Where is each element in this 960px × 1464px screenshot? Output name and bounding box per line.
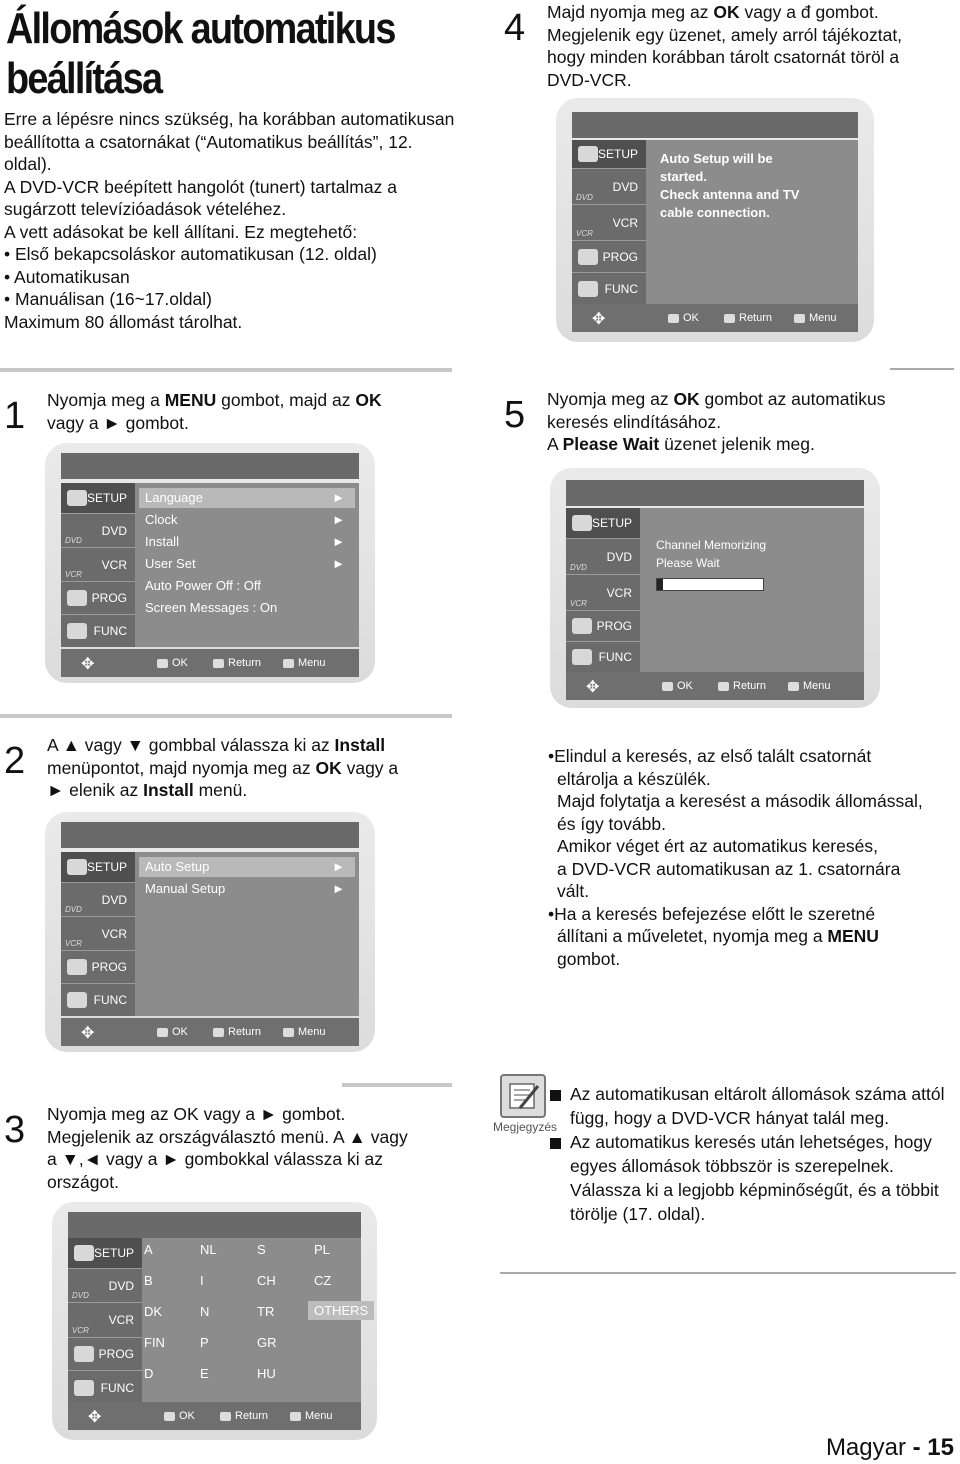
menu-item-user-set[interactable] bbox=[139, 554, 355, 574]
return-key-icon bbox=[213, 1028, 224, 1037]
bullet-line: gombot. bbox=[557, 948, 621, 969]
hint-text: OK bbox=[683, 312, 699, 324]
tape-icon: VCR bbox=[65, 939, 82, 948]
screen-bottom-bar bbox=[572, 304, 858, 332]
ok-key-icon bbox=[157, 659, 168, 668]
arrow-right-icon: ► bbox=[332, 490, 345, 505]
side-item-vcr bbox=[61, 548, 135, 582]
disc-icon: DVD bbox=[65, 905, 82, 914]
country-hu[interactable]: HU bbox=[257, 1366, 276, 1381]
disc-icon: DVD bbox=[72, 1291, 89, 1300]
menu-hint bbox=[788, 680, 831, 692]
clock-icon bbox=[67, 590, 87, 606]
menu-label: Install bbox=[145, 534, 179, 549]
return-hint bbox=[724, 312, 772, 324]
side-item-func bbox=[61, 615, 135, 647]
bullet-line bbox=[548, 925, 953, 948]
side-label: VCR bbox=[108, 1313, 134, 1327]
menu-item-auto-power-off[interactable] bbox=[139, 576, 355, 596]
return-key-icon bbox=[724, 314, 735, 323]
tape-icon: VCR bbox=[72, 1326, 89, 1335]
intro-line: Maximum 80 állomást tárolhat. bbox=[4, 311, 243, 332]
country-tr[interactable]: TR bbox=[257, 1304, 275, 1319]
country-a[interactable]: A bbox=[144, 1242, 153, 1257]
square-bullet-icon bbox=[550, 1090, 561, 1101]
intro-line: • Automatikusan bbox=[4, 266, 130, 287]
side-item-dvd bbox=[566, 539, 640, 575]
side-label: DVD bbox=[612, 179, 638, 194]
side-item-setup bbox=[61, 852, 135, 883]
message-box bbox=[656, 536, 860, 672]
arrow-right-icon: ► bbox=[332, 556, 345, 571]
side-label: VCR bbox=[101, 557, 127, 572]
footer-separator: - bbox=[905, 1434, 928, 1461]
gear-icon bbox=[74, 1245, 94, 1261]
bold-text: Install bbox=[143, 780, 194, 800]
pencil-icon bbox=[502, 1076, 544, 1116]
hint-text: Menu bbox=[809, 312, 837, 324]
menu-item-manual-setup[interactable] bbox=[139, 879, 355, 899]
bullet-line: a DVD-VCR automatikusan az 1. csatornára bbox=[557, 858, 901, 879]
side-item-setup bbox=[68, 1238, 142, 1269]
text: vagy a đ gombot. bbox=[739, 2, 879, 22]
step-line: keresés elindításához. bbox=[547, 411, 722, 432]
screen-title-bar bbox=[572, 112, 858, 138]
step-line: vagy a ► gombot. bbox=[47, 412, 189, 433]
side-menu bbox=[61, 483, 135, 647]
country-others[interactable]: OTHERS bbox=[308, 1301, 374, 1320]
step-number: 4 bbox=[504, 7, 526, 49]
message-line: Check antenna and TV bbox=[660, 187, 800, 202]
side-label: PROG bbox=[602, 249, 638, 264]
menu-label: Clock bbox=[145, 512, 178, 527]
side-item-dvd bbox=[572, 169, 646, 205]
screen-title-bar bbox=[61, 822, 359, 848]
side-menu bbox=[572, 140, 646, 304]
side-menu bbox=[68, 1238, 142, 1404]
menu-label: Auto Power Off : Off bbox=[145, 578, 261, 593]
country-pl[interactable]: PL bbox=[314, 1242, 330, 1257]
step-5-text bbox=[547, 388, 957, 456]
step-line bbox=[547, 433, 957, 456]
step-line bbox=[47, 757, 447, 780]
side-label: DVD bbox=[606, 549, 632, 564]
menu-key-icon bbox=[290, 1412, 301, 1421]
func-icon bbox=[578, 281, 598, 297]
note-item bbox=[548, 1082, 958, 1130]
gear-icon bbox=[578, 146, 598, 162]
message-line: cable connection. bbox=[660, 205, 770, 220]
menu-hint bbox=[290, 1410, 333, 1422]
side-item-setup bbox=[572, 140, 646, 169]
hint-text: OK bbox=[677, 680, 693, 692]
clock-icon bbox=[67, 959, 87, 975]
bold-text: OK bbox=[713, 2, 740, 22]
menu-hint bbox=[283, 1026, 326, 1038]
side-label: SETUP bbox=[591, 516, 632, 530]
hint-text: Return bbox=[739, 312, 773, 324]
ok-key-icon bbox=[668, 314, 679, 323]
intro bbox=[4, 108, 464, 333]
hint-text: Menu bbox=[803, 680, 831, 692]
text: menüpontot, majd nyomja meg az bbox=[47, 757, 316, 778]
ok-key-icon bbox=[157, 1028, 168, 1037]
menu-item-auto-setup[interactable] bbox=[139, 857, 355, 877]
intro-line: • Manuálisan (16~17.oldal) bbox=[4, 289, 212, 309]
clock-icon bbox=[74, 1346, 94, 1362]
side-label: SETUP bbox=[93, 1246, 134, 1260]
side-label: SETUP bbox=[86, 860, 127, 874]
navigation-icon: ✥ bbox=[586, 679, 600, 696]
return-key-icon bbox=[718, 682, 729, 691]
country-b[interactable]: B bbox=[144, 1273, 153, 1288]
side-item-vcr bbox=[566, 575, 640, 611]
hint-text: OK bbox=[179, 1410, 195, 1422]
step-line bbox=[547, 388, 957, 411]
step-3-text bbox=[47, 1103, 447, 1193]
side-label: FUNC bbox=[93, 624, 127, 638]
intro-line: Erre a lépésre nincs szükség, ha korábban automatikusan beállította a csatornákat (“Automatikus beállítás”, 12. oldal). bbox=[4, 109, 455, 174]
side-label: DVD bbox=[101, 523, 127, 538]
menu-hint bbox=[283, 657, 326, 669]
menu-label: User Set bbox=[145, 556, 196, 571]
side-item-prog bbox=[566, 611, 640, 642]
text: A bbox=[547, 434, 563, 454]
step-line bbox=[47, 389, 447, 412]
gear-icon bbox=[67, 859, 87, 875]
bullet-line: és így tovább. bbox=[557, 813, 666, 834]
step-number: 5 bbox=[504, 394, 526, 436]
step-line bbox=[547, 1, 957, 24]
side-item-prog bbox=[68, 1338, 142, 1371]
menu-hint bbox=[794, 312, 837, 324]
message-line: Please Wait bbox=[656, 556, 720, 570]
note-item bbox=[548, 1130, 958, 1226]
gear-icon bbox=[67, 490, 87, 506]
side-item-setup bbox=[566, 508, 640, 539]
country-n[interactable]: N bbox=[200, 1304, 210, 1319]
screen-title-bar bbox=[566, 480, 864, 506]
bold-text: Please Wait bbox=[562, 434, 660, 454]
side-label: FUNC bbox=[598, 650, 632, 664]
hint-text: Menu bbox=[305, 1410, 333, 1422]
menu-key-icon bbox=[283, 659, 294, 668]
clock-icon bbox=[578, 249, 598, 265]
bullet-line: Majd folytatja a keresést a második állomással, bbox=[557, 791, 923, 811]
screen-body bbox=[572, 140, 858, 304]
menu-item-clock[interactable] bbox=[139, 510, 355, 530]
side-menu bbox=[566, 508, 640, 672]
side-label: PROG bbox=[596, 619, 632, 633]
navigation-icon: ✥ bbox=[81, 656, 95, 673]
navigation-icon: ✥ bbox=[81, 1025, 95, 1042]
func-icon bbox=[67, 992, 87, 1008]
screen-title-bar bbox=[61, 453, 359, 479]
return-hint bbox=[213, 1026, 261, 1038]
step-line bbox=[47, 779, 447, 802]
tv-screen-auto-setup-message bbox=[556, 98, 874, 342]
menu-item-language[interactable] bbox=[139, 488, 355, 508]
side-menu bbox=[61, 852, 135, 1016]
progress-fill bbox=[657, 579, 663, 590]
disc-icon: DVD bbox=[570, 563, 587, 572]
divider bbox=[890, 368, 954, 370]
disc-icon: DVD bbox=[65, 536, 82, 545]
return-key-icon bbox=[220, 1412, 231, 1421]
tv-screen-install-menu bbox=[45, 812, 375, 1052]
gear-icon bbox=[572, 515, 592, 531]
text: gombot, majd az bbox=[216, 390, 356, 410]
side-label: VCR bbox=[612, 215, 638, 230]
screen-body bbox=[61, 852, 359, 1016]
footer-language: Magyar bbox=[825, 1434, 906, 1461]
screen-bottom-bar bbox=[566, 672, 864, 700]
navigation-icon: ✥ bbox=[592, 311, 606, 328]
side-item-prog bbox=[61, 951, 135, 984]
return-hint bbox=[220, 1410, 268, 1422]
side-label: VCR bbox=[101, 926, 127, 941]
tv-screen-country-menu bbox=[52, 1202, 377, 1440]
side-item-dvd bbox=[68, 1269, 142, 1303]
step-4-text bbox=[547, 1, 957, 91]
hint-text: OK bbox=[172, 657, 188, 669]
menu-label: Screen Messages : On bbox=[145, 600, 278, 615]
arrow-right-icon: ► bbox=[332, 534, 345, 549]
bold-text: OK bbox=[673, 389, 700, 409]
side-label: DVD bbox=[101, 892, 127, 907]
menu-item-screen-messages[interactable] bbox=[139, 598, 355, 618]
menu-label: Language bbox=[145, 490, 203, 505]
step-line: DVD-VCR. bbox=[547, 69, 632, 90]
side-label: SETUP bbox=[597, 147, 638, 161]
func-icon bbox=[74, 1380, 94, 1396]
step-2-text bbox=[47, 734, 447, 802]
hint-text: Return bbox=[228, 657, 262, 669]
return-key-icon bbox=[213, 659, 224, 668]
step-line: Nyomja meg az OK vagy a ► gombot. bbox=[47, 1104, 346, 1124]
hint-text: Menu bbox=[298, 1026, 326, 1038]
message-line: started. bbox=[660, 169, 707, 184]
hint-text: Menu bbox=[298, 657, 326, 669]
step-number: 1 bbox=[4, 395, 26, 437]
text: A ▲ vagy ▼ gombbal válassza ki az bbox=[47, 735, 335, 755]
side-item-func bbox=[61, 984, 135, 1016]
note-icon bbox=[500, 1074, 546, 1118]
side-label: FUNC bbox=[93, 993, 127, 1007]
bold-text: OK bbox=[355, 390, 382, 410]
text: gombot az automatikus bbox=[699, 389, 886, 409]
screen-title-bar bbox=[68, 1212, 361, 1238]
page-footer bbox=[826, 1434, 954, 1462]
menu-label: Manual Setup bbox=[145, 881, 226, 896]
divider bbox=[0, 368, 452, 372]
text: Nyomja meg az bbox=[547, 389, 674, 409]
screen-bottom-bar bbox=[61, 649, 359, 677]
side-item-vcr bbox=[68, 1303, 142, 1338]
side-item-setup bbox=[61, 483, 135, 514]
country-s[interactable]: S bbox=[257, 1242, 266, 1257]
disc-icon: DVD bbox=[576, 193, 593, 202]
country-i[interactable]: I bbox=[200, 1273, 204, 1288]
country-ch[interactable]: CH bbox=[257, 1273, 276, 1288]
country-grid bbox=[144, 1238, 369, 1404]
bullet-line: vált. bbox=[557, 881, 590, 901]
bullet-line: •Elindul a keresés, az első talált csatornát bbox=[548, 746, 872, 766]
tape-icon: VCR bbox=[570, 599, 587, 608]
arrow-right-icon: ► bbox=[332, 881, 345, 896]
screen-body bbox=[61, 483, 359, 647]
divider bbox=[500, 1272, 956, 1274]
text: állítani a műveletet, nyomja meg a bbox=[557, 926, 828, 946]
step-number: 3 bbox=[4, 1109, 26, 1151]
bold-text: Install bbox=[334, 735, 386, 755]
menu-label: Auto Setup bbox=[145, 859, 210, 874]
menu-key-icon bbox=[794, 314, 805, 323]
text: Nyomja meg a bbox=[47, 390, 165, 410]
menu-key-icon bbox=[788, 682, 799, 691]
title-text: Állomások automatikus beállítása bbox=[6, 4, 395, 103]
message-line: Channel Memorizing bbox=[656, 538, 767, 552]
message-line: Auto Setup will be bbox=[660, 151, 773, 166]
side-item-vcr bbox=[61, 917, 135, 951]
menu-key-icon bbox=[283, 1028, 294, 1037]
text: vagy a bbox=[341, 757, 399, 778]
tape-icon: VCR bbox=[65, 570, 82, 579]
search-notes bbox=[548, 745, 953, 970]
side-label: DVD bbox=[108, 1278, 134, 1293]
text: üzenet jelenik meg. bbox=[659, 434, 815, 454]
text: ► elenik az bbox=[47, 780, 144, 800]
hint-text: OK bbox=[172, 1026, 188, 1038]
divider bbox=[342, 1083, 452, 1087]
menu-list bbox=[139, 483, 355, 647]
side-item-dvd bbox=[61, 514, 135, 548]
tv-screen-setup-menu bbox=[45, 443, 375, 683]
side-label: FUNC bbox=[604, 281, 638, 296]
ok-hint bbox=[668, 312, 699, 324]
page-number: 15 bbox=[927, 1434, 954, 1461]
menu-list bbox=[139, 852, 355, 1016]
tv-screen-channel-memorizing bbox=[550, 468, 880, 708]
country-nl[interactable]: NL bbox=[200, 1242, 217, 1257]
step-line: Megjelenik az országválasztó menü. A ▲ vagy bbox=[47, 1126, 408, 1147]
note-text: Az automatikusan eltárolt állomások száma attól függ, hogy a DVD-VCR hányat talál meg. bbox=[570, 1084, 945, 1128]
text: Majd nyomja meg az bbox=[547, 2, 714, 22]
menu-item-install[interactable] bbox=[139, 532, 355, 552]
divider bbox=[0, 714, 452, 718]
country-fin[interactable]: FIN bbox=[144, 1335, 165, 1350]
intro-line: A vett adásokat be kell állítani. Ez megtehető: bbox=[4, 221, 358, 242]
intro-line: • Első bekapcsoláskor automatikusan (12. oldal) bbox=[4, 244, 377, 264]
bullet-line: Amikor véget ért az automatikus keresés, bbox=[557, 836, 878, 856]
side-item-func bbox=[566, 642, 640, 672]
bold-text: OK bbox=[315, 757, 342, 778]
step-1-text bbox=[47, 389, 447, 434]
ok-hint bbox=[157, 1026, 188, 1038]
side-item-func bbox=[572, 273, 646, 304]
side-item-dvd bbox=[61, 883, 135, 917]
side-item-prog bbox=[572, 241, 646, 273]
step-line: a ▼,◄ vagy a ► gombokkal válassza ki az bbox=[47, 1149, 383, 1169]
message-box bbox=[660, 150, 854, 304]
side-label: FUNC bbox=[100, 1380, 134, 1395]
screen-body bbox=[566, 508, 864, 672]
step-line: Megjelenik egy üzenet, amely arról tájékoztat, bbox=[547, 24, 903, 45]
country-p[interactable]: P bbox=[200, 1335, 209, 1350]
side-label: VCR bbox=[606, 585, 632, 600]
navigation-icon: ✥ bbox=[88, 1409, 102, 1426]
screen-bottom-bar bbox=[68, 1402, 361, 1430]
clock-icon bbox=[572, 618, 592, 634]
square-bullet-icon bbox=[550, 1138, 561, 1149]
side-item-vcr bbox=[572, 205, 646, 241]
country-d[interactable]: D bbox=[144, 1366, 154, 1381]
arrow-right-icon: ► bbox=[332, 859, 345, 874]
step-number: 2 bbox=[4, 740, 26, 782]
return-hint bbox=[213, 657, 261, 669]
bullet-line: eltárolja a készülék. bbox=[557, 768, 711, 789]
tape-icon: VCR bbox=[576, 229, 593, 238]
country-cz[interactable]: CZ bbox=[314, 1273, 332, 1288]
note-text: Az automatikus keresés után lehetséges, hogy egyes állomások többször is szerepelnek. Válassza ki a legjobb képminőségűt, és a többit törölje (17. oldal). bbox=[570, 1132, 939, 1224]
bullet-line: •Ha a keresés befejezése előtt le szeretné bbox=[548, 903, 876, 924]
intro-line: A DVD-VCR beépített hangolót (tunert) tartalmaz a sugárzott televízióadások vételéhez. bbox=[4, 176, 397, 219]
step-line: hogy minden korábban tárolt csatornát töröl a bbox=[547, 47, 900, 67]
country-gr[interactable]: GR bbox=[257, 1335, 277, 1350]
text: menü. bbox=[193, 780, 248, 800]
side-label: PROG bbox=[91, 960, 127, 974]
bold-text: MENU bbox=[827, 926, 879, 946]
func-icon bbox=[572, 649, 592, 665]
func-icon bbox=[67, 623, 87, 639]
side-label: PROG bbox=[91, 591, 127, 605]
ok-hint bbox=[164, 1410, 195, 1422]
return-hint bbox=[718, 680, 766, 692]
side-label: PROG bbox=[98, 1347, 134, 1361]
side-item-prog bbox=[61, 582, 135, 615]
note-list bbox=[548, 1082, 958, 1226]
hint-text: Return bbox=[235, 1410, 269, 1422]
page-title bbox=[6, 4, 488, 104]
screen-body bbox=[68, 1238, 369, 1404]
screen-bottom-bar bbox=[61, 1018, 359, 1046]
hint-text: Return bbox=[733, 680, 767, 692]
side-label: SETUP bbox=[86, 491, 127, 505]
arrow-right-icon: ► bbox=[332, 512, 345, 527]
side-item-func bbox=[68, 1371, 142, 1404]
progress-bar bbox=[656, 578, 764, 591]
ok-hint bbox=[662, 680, 693, 692]
hint-text: Return bbox=[228, 1026, 262, 1038]
step-line: országot. bbox=[47, 1171, 119, 1192]
ok-hint bbox=[157, 657, 188, 669]
bold-text: MENU bbox=[164, 390, 217, 410]
step-line bbox=[47, 734, 447, 757]
ok-key-icon bbox=[662, 682, 673, 691]
ok-key-icon bbox=[164, 1412, 175, 1421]
country-dk[interactable]: DK bbox=[144, 1304, 163, 1319]
country-e[interactable]: E bbox=[200, 1366, 209, 1381]
note-label: Megjegyzés bbox=[493, 1120, 558, 1134]
